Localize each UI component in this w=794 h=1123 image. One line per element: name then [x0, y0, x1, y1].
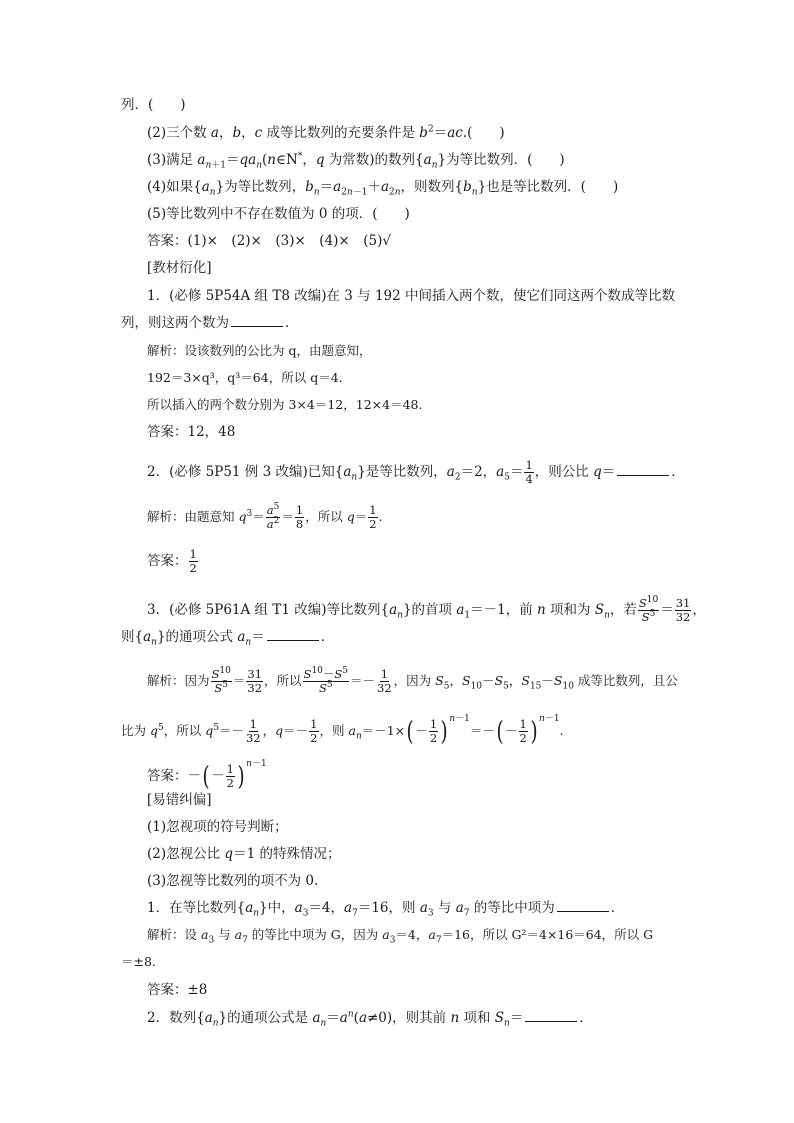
mistake-question-2: 2．数列$\{a_n\}$的通项公式是 $a_n=a^n(a\ne 0)$，则其前 n 项和 $S_n=$ ． — [147, 1009, 593, 1029]
problem-3-line-2: 则$\{a_n\}$的通项公式 $a_n=$ ． — [121, 629, 335, 648]
judgement-item-3: (3)满足 $a_{n+1}=qa_n(n\in N^*$，q 为常数)的数列$\{a_n\}$为等比数列．( ) — [147, 151, 565, 171]
mistake-2: (2)忽视公比 q＝1 的特殊情况； — [147, 846, 341, 862]
mistake-1: (1)忽视项的符号判断； — [147, 819, 288, 835]
problem-2-answer: 答案： $\frac{1}{2}$ — [147, 547, 197, 575]
judgement-answer: 答案：(1)× (2)× (3)× (4)× (5)√ — [147, 233, 391, 249]
problem-1-solution-2: 192＝3×q³，q³＝64，所以 q＝4. — [147, 370, 343, 385]
problem-1-line-1: 1．(必修 5P54A 组 T8 改编)在 3 与 192 中间插入两个数，使它们同这两个数成等比数 — [147, 288, 676, 304]
answer-blank[interactable] — [525, 1009, 577, 1022]
judgement-item-5: (5)等比数列中不存在数值为 0 的项．( ) — [147, 206, 410, 222]
mistake-question-1-solution-2: ＝±8. — [121, 954, 156, 969]
answer-blank[interactable] — [231, 314, 283, 327]
mistake-question-1-answer: 答案：±8 — [147, 982, 208, 998]
problem-1-answer: 答案：12，48 — [147, 424, 236, 440]
mistake-3: (3)忽视等比数列的项不为 0. — [147, 873, 319, 889]
problem-3-line-1: 3．(必修 5P61A 组 T1 改编)等比数列$\{a_n\}$的首项 $a_1=-1$，前 n 项和为 $S_n$，若 $\frac{S^{10}}{S^5}$ ＝ $\frac{31}{32}$ ， — [147, 595, 706, 624]
answer-blank[interactable] — [617, 463, 669, 476]
problem-3-answer: 答案：－( － $\frac{1}{2}$ ) $^{n-1}$ — [147, 759, 267, 792]
problem-1-line-2: 列，则这两个数为 ． — [121, 315, 299, 331]
problem-1-solution-1: 解析：设该数列的公比为 q，由题意知， — [147, 343, 372, 358]
mistake-question-1: 1．在等比数列$\{a_n\}$中，$a_3=4$，$a_7=16$，则 $a_3$ 与 $a_7$ 的等比中项为 ． — [147, 900, 625, 919]
answer-blank[interactable] — [267, 628, 319, 641]
answer-blank[interactable] — [557, 899, 609, 912]
mistake-question-1-solution-1: 解析：设 $a_3$ 与 $a_7$ 的等比中项为 G，因为 $a_3=4$，$a_7=16$，所以 G²＝4×16＝64，所以 G — [147, 927, 654, 946]
problem-1-solution-3: 所以插入的两个数分别为 3×4＝12，12×4＝48. — [147, 397, 423, 412]
section-title-mistakes: [易错纠偏] — [147, 792, 212, 808]
problem-3-solution-2: 比为 $q^5$，所以 $q^5=-$ $\frac{1}{32}$ ，q＝－ $\frac{1}{2}$ ，则 $a_n=-1\times$( － $\frac{1}{2}$ ) $^{n-1}$＝－( － $\frac{1}{2}$ ) $^{n-1}$. — [121, 714, 564, 747]
judgement-line-1-tail: 列．( ) — [121, 97, 186, 113]
problem-2: 2．(必修 5P51 例 3 改编)已知$\{a_n\}$是等比数列，$a_2=2$，$a_5=$ $\frac{1}{4}$ ，则公比 q＝ ． — [147, 458, 685, 486]
judgement-item-2: (2)三个数 a，b，c 成等比数列的充要条件是 $b^2=ac$.( ) — [147, 124, 505, 141]
judgement-item-4: (4)如果$\{a_n\}$为等比数列，$b_n=a_{2n-1}+a_{2n}$，则数列$\{b_n\}$也是等比数列．( ) — [147, 179, 619, 198]
section-title-textbook: [教材衍化] — [147, 260, 212, 276]
problem-3-solution-1: 解析：因为 $\frac{S^{10}}{S^5}$ ＝ $\frac{31}{32}$ ，所以 $\frac{S^{10}-S^5}{S^5}$ ＝－ $\frac{1}{32}$ ，因为 $S_5$，$S_{10}-S_5$，$S_{15}-S_{10}$ 成等比数列，且公 — [147, 666, 678, 695]
problem-2-solution: 解析：由题意知 $q^3=$ $\frac{a^5}{a^2}$ ＝ $\frac{1}{8}$ ，所以 q＝ $\frac{1}{2}$ . — [147, 502, 383, 531]
